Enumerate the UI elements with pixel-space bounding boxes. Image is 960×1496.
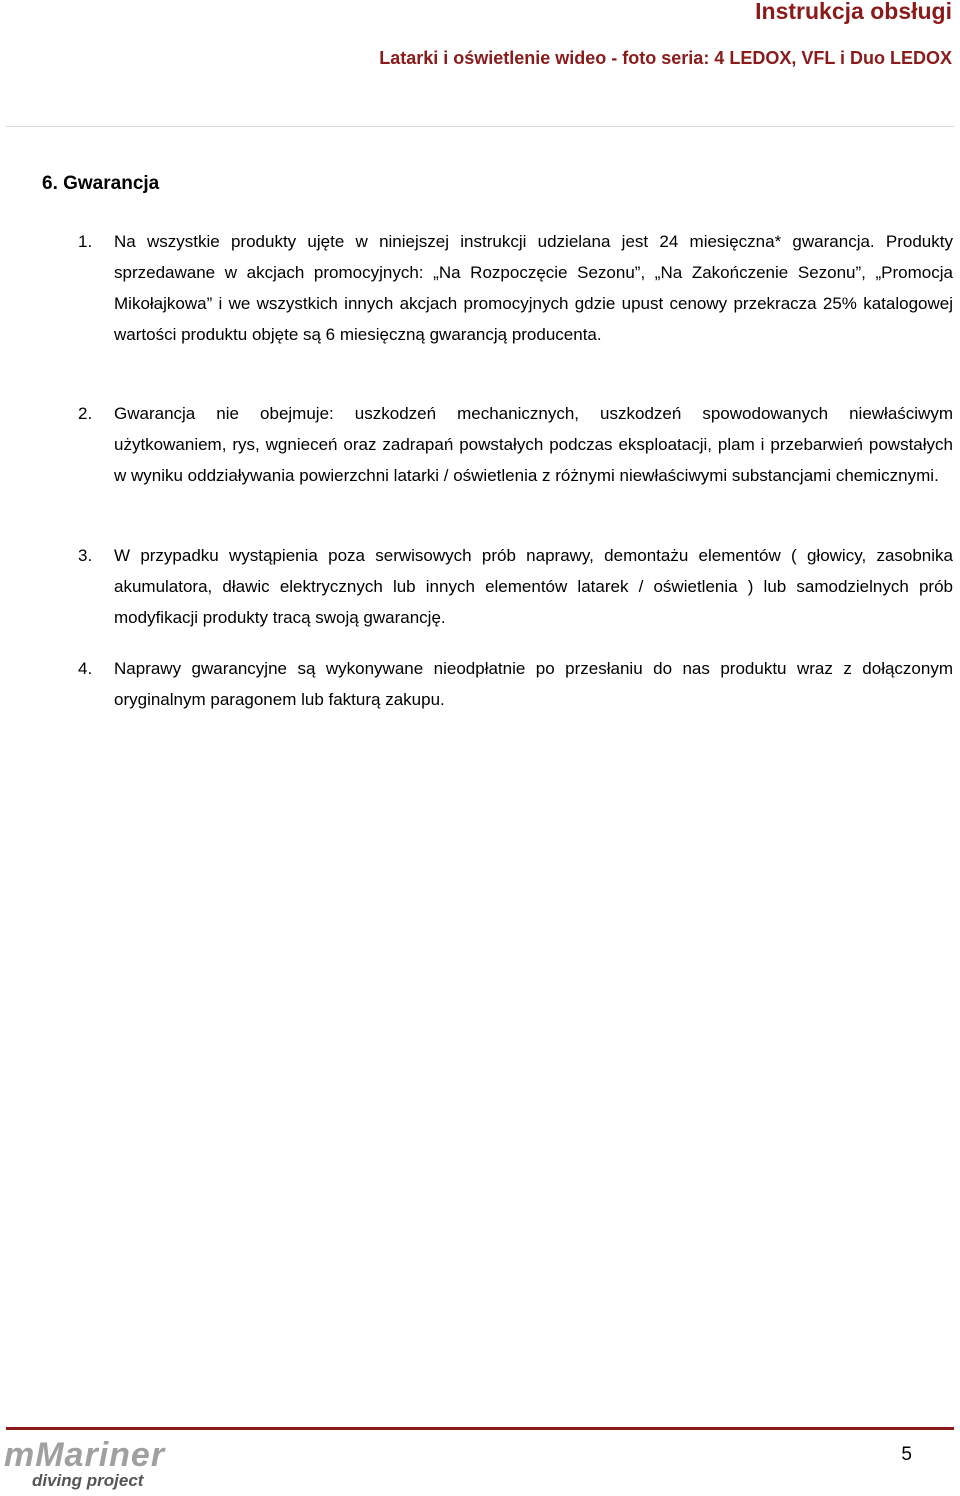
- logo-wordmark: mMariner: [4, 1436, 166, 1474]
- footer-divider: [6, 1427, 954, 1430]
- document-subtitle: Latarki i oświetlenie wideo - foto seria: 4 LEDOX, VFL i Duo LEDOX: [379, 48, 952, 68]
- list-item-text: W przypadku wystąpienia poza serwisowych prób naprawy, demontażu elementów ( głowicy, zasobnika akumulatora, dławic elektrycznych lub innych elementów latarek / oświetlenia ) lub samodzielnych prób modyfikacji produkty tracą swoją gwarancję.: [114, 546, 953, 627]
- list-item-number: 3.: [78, 546, 93, 565]
- mariner-logo: [4, 1436, 204, 1492]
- list-item-number: 4.: [78, 659, 93, 678]
- list-item-text: Naprawy gwarancyjne są wykonywane nieodpłatnie po przesłaniu do nas produktu wraz z dołączonym oryginalnym paragonem lub fakturą zakupu.: [114, 659, 953, 709]
- list-item-text: Na wszystkie produkty ujęte w niniejszej instrukcji udzielana jest 24 miesięczna* gwarancja. Produkty sprzedawane w akcjach promocyjnych: „Na Rozpoczęcie Sezonu”, „Na Zakończenie Sezonu”, „Promocja Mikołajkowa” i we wszystkich innych akcjach promocyjnych gdzie upust cenowy przekracza 25% katalogowej wartości produktu objęte są 6 miesięczną gwarancją producenta.: [114, 232, 953, 344]
- list-item-number: 1.: [78, 232, 93, 251]
- section-heading: 6. Gwarancja: [42, 173, 160, 194]
- list-item-text: Gwarancja nie obejmuje: uszkodzeń mechanicznych, uszkodzeń spowodowanych niewłaściwym użytkowaniem, rys, wgnieceń oraz zadrapań powstałych podczas eksploatacji, plam i przebarwień powstałych w wyniku oddziaływania powierzchni latarki / oświetlenia z różnymi niewłaściwymi substancjami chemicznymi.: [114, 404, 953, 485]
- logo-tagline: diving project: [32, 1471, 144, 1490]
- list-item-number: 2.: [78, 404, 93, 423]
- document-title: Instrukcja obsługi: [755, 0, 952, 24]
- header-divider: [6, 126, 954, 127]
- page-number: 5: [901, 1444, 912, 1465]
